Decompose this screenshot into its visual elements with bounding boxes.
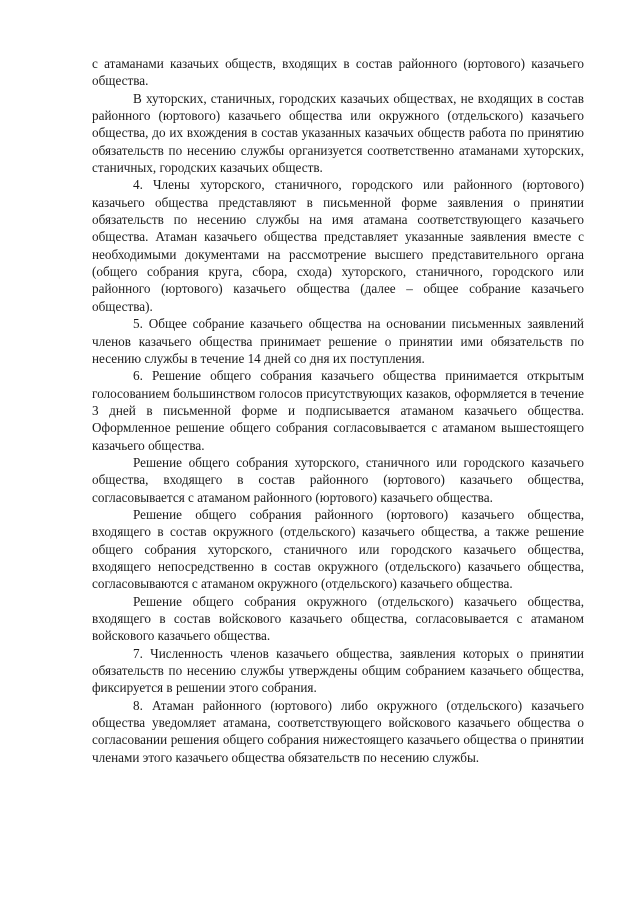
document-page xyxy=(92,55,584,766)
paragraph-item-7: 7. Численность членов казачьего общества, заявления которых о принятии обязательств по несению службы утверждены общим собранием казачьего общества, фиксируется в решении этого собрания. xyxy=(92,645,584,696)
paragraph-item-4: 4. Члены хуторского, станичного, городского или районного (юртового) казачьего общества представляют в письменной форме заявления о принятии обязательств по несению службы на имя атамана соответствующего казачьего общества. Атаман казачьего общества представляет указанные заявления вместе с необходимыми документами на рассмотрение высшего представительного органа (общего собрания круга, сбора, схода) хуторского, станичного, городского или районного (юртового) казачьего общества (далее – общее собрание казачьего общества). xyxy=(92,177,584,314)
paragraph-item-5: 5. Общее собрание казачьего общества на основании письменных заявлений членов казачьего общества принимает решение о принятии ими обязательств по несению службы в течение 14 дней со дня их поступления. xyxy=(92,316,584,366)
paragraph-item-8: 8. Атаман районного (юртового) либо окружного (отдельского) казачьего общества уведомляет атамана, соответствующего войскового казачьего общества о согласовании решения общего собрания нижестоящего казачьего общества о принятии членами этого казачьего общества обязательств по несению службы. xyxy=(92,697,584,765)
paragraph-continuation: с атаманами казачьих обществ, входящих в состав районного (юртового) казачьего общества. xyxy=(92,56,584,89)
paragraph-farmstead-societies: В хуторских, станичных, городских казачьих обществах, не входящих в состав районного (юртового) казачьего общества или окружного (отдельского) казачьего общества, до их вхождения в состав указанных казачьих обществ работа по принятию обязательств по несению службы организуется соответственно атаманами хуторских, станичных, городских казачьих обществ. xyxy=(92,90,584,176)
paragraph-okrug-approval: Решение общего собрания районного (юртового) казачьего общества, входящего в состав окружного (отдельского) казачьего общества, а также решение общего собрания хуторского, станичного или городского казачьего общества, входящего непосредственно в состав окружного (отдельского) казачьего общества, согласовываются с атаманом окружного (отдельского) казачьего общества. xyxy=(92,506,584,592)
paragraph-district-approval: Решение общего собрания хуторского, станичного или городского казачьего общества, входящего в состав районного (юртового) казачьего общества, согласовывается с атаманом районного (юртового) казачьего общества. xyxy=(92,454,584,505)
paragraph-army-approval: Решение общего собрания окружного (отдельского) казачьего общества, входящего в состав войскового казачьего общества, согласовывается с атаманом войскового казачьего общества. xyxy=(92,593,584,644)
paragraph-item-6: 6. Решение общего собрания казачьего общества принимается открытым голосованием большинством голосов присутствующих казаков, оформляется в течение 3 дней в письменной форме и подписывается атаманом казачьего общества. Оформленное решение общего собрания согласовывается с атаманом вышестоящего казачьего общества. xyxy=(92,368,584,453)
